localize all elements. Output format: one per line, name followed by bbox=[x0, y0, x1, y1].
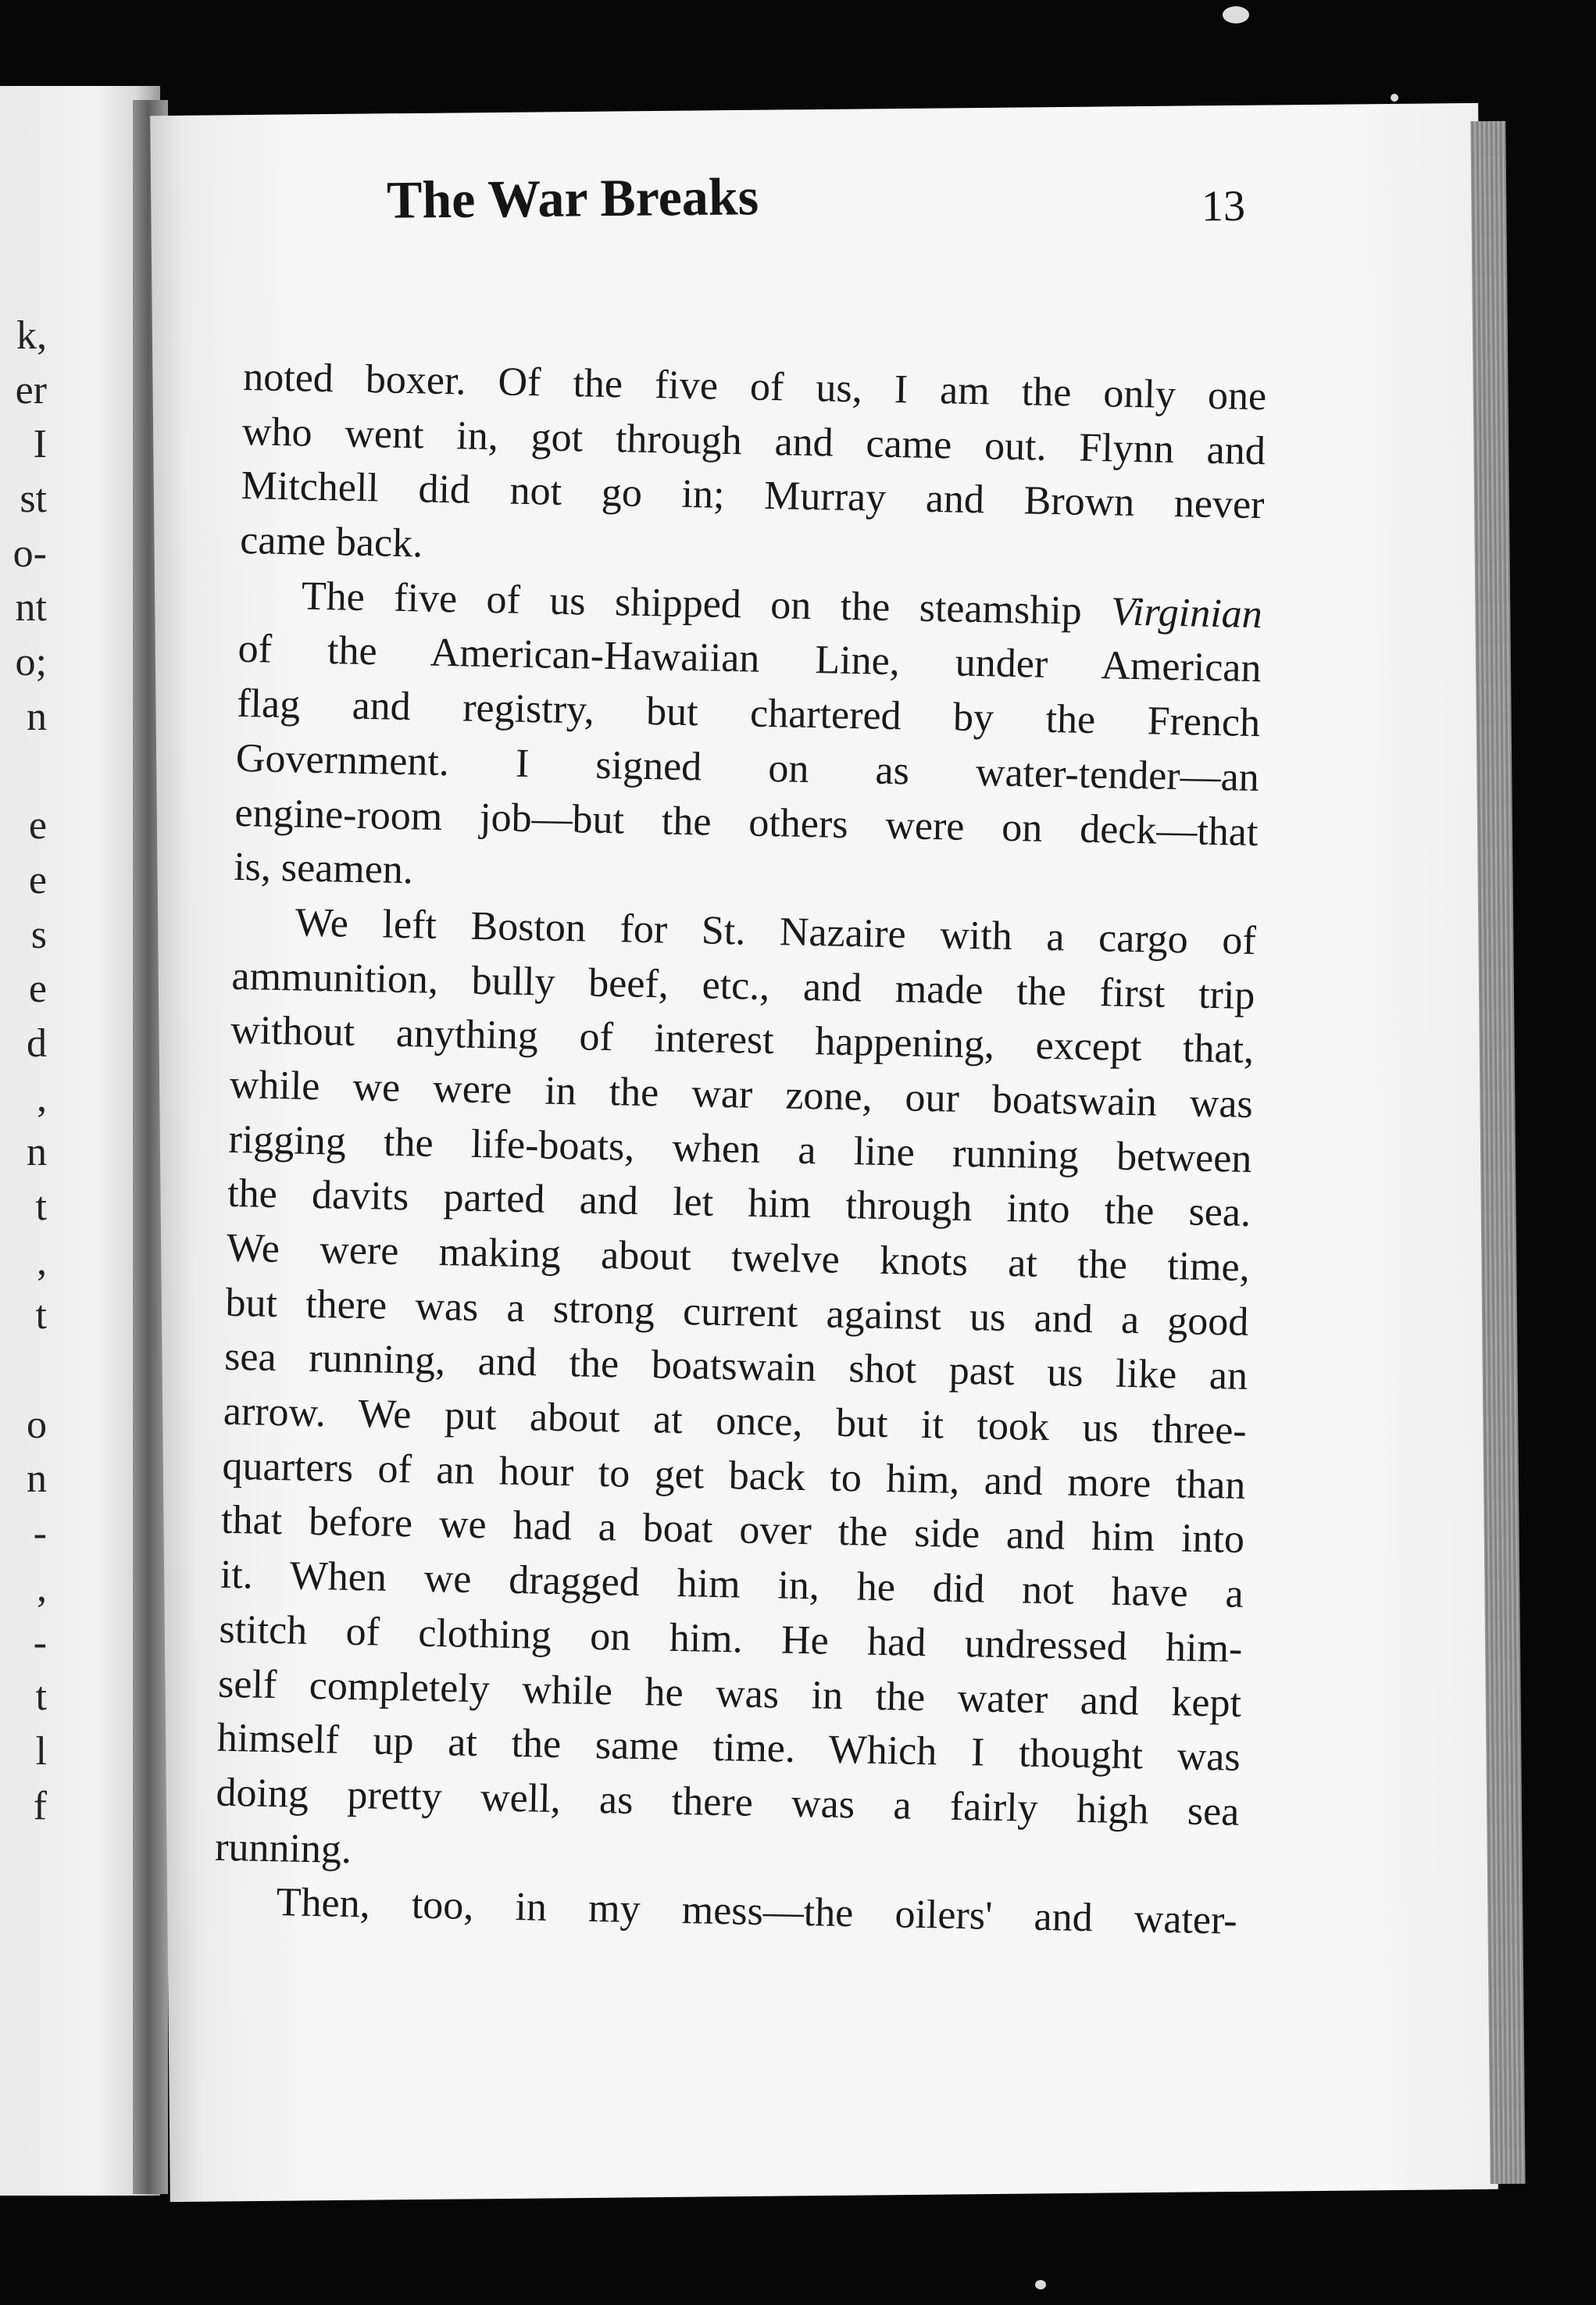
text-line: engine-room job—but the others were on deck—that bbox=[234, 790, 1259, 855]
left-page-fragment: l bbox=[35, 1728, 47, 1774]
text-line: ammunition, bully beef, etc., and made the first trip bbox=[231, 953, 1255, 1018]
text-line: rigging the life-boats, when a line running between bbox=[228, 1117, 1252, 1181]
text-line: who went in, got through and came out. Flynn and bbox=[241, 409, 1266, 474]
text-line: We left Boston for St. Nazaire with a cargo of bbox=[295, 900, 1257, 963]
body-text bbox=[213, 350, 1267, 1949]
left-page-fragment bbox=[0, 745, 47, 799]
left-page-fragment: e bbox=[28, 967, 47, 1012]
left-page-fragment: I bbox=[33, 422, 47, 467]
text-line: it. When we dragged him in, he did not have a bbox=[220, 1552, 1244, 1617]
left-page-fragment: o; bbox=[15, 640, 47, 685]
text-line: himself up at the same time. Which I thought was bbox=[216, 1715, 1241, 1781]
dust-speck bbox=[1391, 94, 1398, 102]
left-page-fragment: nt bbox=[15, 585, 47, 631]
text-line: arrow. We put about at once, but it took us three- bbox=[223, 1388, 1248, 1453]
text-line: came back. bbox=[239, 518, 423, 566]
left-page-fragment: , bbox=[37, 1075, 47, 1120]
text-line: flag and registry, but chartered by the French bbox=[236, 681, 1261, 746]
text-line: sea running, and the boatswain shot past us like an bbox=[223, 1335, 1248, 1399]
left-page-text-fragments bbox=[0, 309, 47, 1833]
left-page-fragment: f bbox=[33, 1783, 47, 1828]
left-page-fragment: t bbox=[35, 1293, 47, 1338]
text-line: Mitchell did not go in; Murray and Brown never bbox=[241, 463, 1265, 528]
text-line: but there was a strong current against us and a good bbox=[225, 1280, 1249, 1345]
left-page-fragment: , bbox=[37, 1565, 47, 1610]
left-page-fragment: t bbox=[35, 1674, 47, 1720]
left-page-fragment: - bbox=[33, 1620, 47, 1665]
running-head: The War Breaks bbox=[386, 166, 759, 230]
left-page-fragment: - bbox=[33, 1511, 47, 1556]
text-line: We were making about twelve knots at the time, bbox=[226, 1225, 1251, 1290]
left-page-fragment: n bbox=[27, 694, 47, 739]
text-line: that before we had a boat over the side and him into bbox=[220, 1498, 1245, 1563]
text-line: The five of us shipped on the steamship Virginian bbox=[301, 574, 1263, 637]
left-page-fragment: o- bbox=[12, 531, 47, 576]
text-line: doing pretty well, as there was a fairly high sea bbox=[216, 1770, 1240, 1835]
text-line: is, seamen. bbox=[233, 845, 414, 893]
left-page-fragment: st bbox=[20, 477, 47, 522]
text-line: of the American-Hawaiian Line, under American bbox=[237, 627, 1262, 692]
dust-speck bbox=[1223, 6, 1249, 23]
dust-speck bbox=[1035, 2280, 1046, 2289]
left-page-fragment: e bbox=[28, 803, 47, 849]
text-line: quarters of an hour to get back to him, and more than bbox=[222, 1443, 1246, 1508]
left-page-fragment: k, bbox=[16, 313, 47, 358]
left-page-fragment: o bbox=[27, 1402, 47, 1447]
page-number: 13 bbox=[1201, 181, 1246, 231]
text-line: running. bbox=[214, 1824, 352, 1872]
left-page-fragment: er bbox=[15, 367, 47, 413]
left-page-fragment: n bbox=[27, 1130, 47, 1175]
ship-name: Virginian bbox=[1110, 589, 1263, 637]
text-line: noted boxer. Of the five of us, I am the only one bbox=[242, 354, 1267, 420]
text-line: the davits parted and let him through into the sea. bbox=[227, 1171, 1251, 1236]
left-page-fragment: e bbox=[28, 857, 47, 902]
text-line: without anything of interest happening, except that, bbox=[230, 1008, 1255, 1073]
text-line: Government. I signed on as water-tender—an bbox=[235, 735, 1260, 800]
text-line: while we were in the war zone, our boatswain was bbox=[229, 1062, 1254, 1127]
left-page-fragment: d bbox=[27, 1020, 47, 1066]
left-page-fragment: , bbox=[37, 1238, 47, 1284]
text-line: Then, too, in my mess—the oilers' and water- bbox=[276, 1880, 1238, 1944]
left-page-fragment bbox=[0, 1343, 47, 1398]
left-page-fragment: n bbox=[27, 1456, 47, 1502]
text-line: stitch of clothing on him. He had undressed him- bbox=[219, 1606, 1243, 1671]
left-page-fragment: s bbox=[30, 912, 47, 957]
text-line: self completely while he was in the water and kept bbox=[217, 1661, 1242, 1726]
left-page-fragment: t bbox=[35, 1185, 47, 1229]
